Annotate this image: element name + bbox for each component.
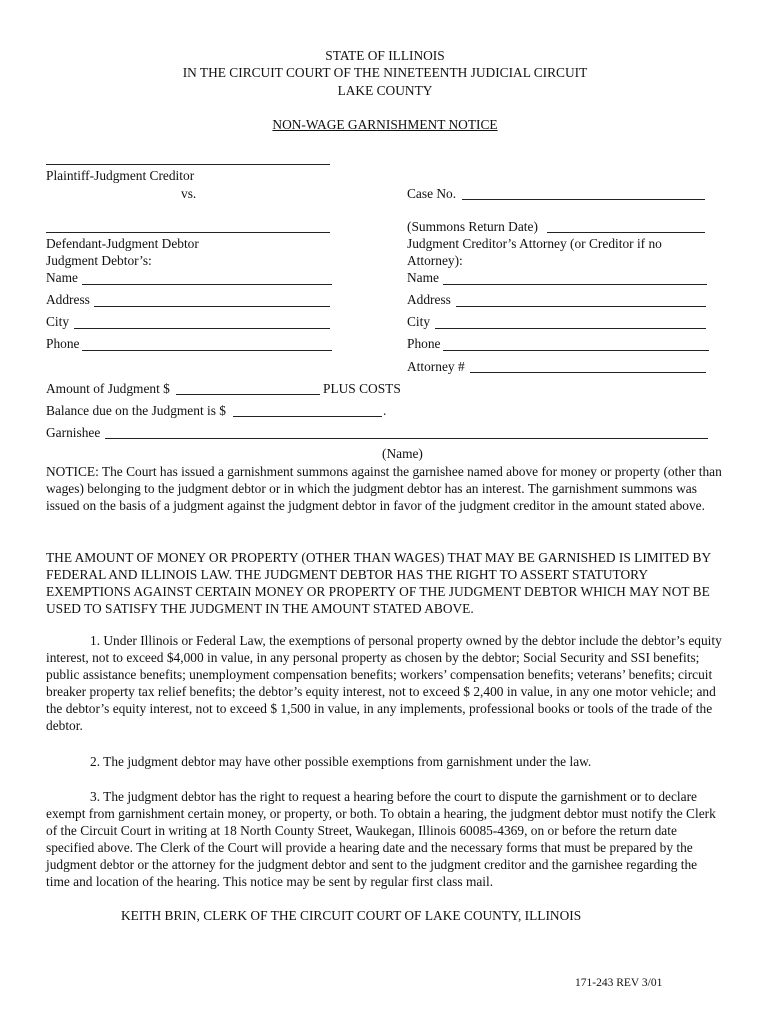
case-no-label: Case No. <box>407 186 457 201</box>
garnishee-field[interactable] <box>105 438 708 439</box>
attorney-name-label: Name <box>407 270 439 285</box>
debtor-city-field[interactable] <box>74 328 330 329</box>
form-title: NON-WAGE GARNISHMENT NOTICE <box>272 117 498 132</box>
court-heading: IN THE CIRCUIT COURT OF THE NINETEENTH JUDICIAL CIRCUIT <box>182 65 588 80</box>
plaintiff-line[interactable] <box>46 164 330 165</box>
balance-due-label: Balance due on the Judgment is $ <box>46 403 226 418</box>
case-no-field[interactable] <box>462 199 705 200</box>
exemption-item-3: 3. The judgment debtor has the right to request a hearing before the court to dispute the garnishment or to declare exempt from garnishment certain money, or property, or both. To obtain a hearing, the judgment debtor must notify the Clerk of the Circuit Court in writing at 18 North County Street, Waukegan, Illinois 60085-4369, on or before the return date specified above. The Clerk of the Court will provide a hearing date and the necessary forms that must be prepared by the judgment debtor or the attorney for the judgment debtor and sent to the judgment creditor and the garnishee regarding the time and location of the hearing. This notice may be sent by regular first class mail. <box>46 789 716 889</box>
state-heading: STATE OF ILLINOIS <box>325 48 445 63</box>
garnishee-label: Garnishee <box>46 425 101 440</box>
plaintiff-label: Plaintiff-Judgment Creditor <box>46 168 195 183</box>
balance-due-field[interactable] <box>233 416 382 417</box>
debtor-city-label: City <box>46 314 70 329</box>
judgment-amount-field[interactable] <box>176 394 320 395</box>
form-number: 171-243 REV 3/01 <box>575 977 663 989</box>
attorney-number-label: Attorney # <box>407 359 465 374</box>
vs-label: vs. <box>181 186 197 201</box>
attorney-phone-field[interactable] <box>443 350 709 351</box>
defendant-line[interactable] <box>46 232 330 233</box>
attorney-address-label: Address <box>407 292 451 307</box>
attorney-phone-label: Phone <box>407 336 441 351</box>
attorney-block-label-2: Attorney): <box>407 253 463 268</box>
statutory-limits-paragraph: THE AMOUNT OF MONEY OR PROPERTY (OTHER THAN WAGES) THAT MAY BE GARNISHED IS LIMITED BY FEDERAL AND ILLINOIS LAW. THE JUDGMENT DEBTOR HAS THE RIGHT TO ASSERT STATUTORY EXEMPTIONS AGAINST CERTAIN MONEY OR PROPERTY OF THE JUDGMENT DEBTOR WHICH MAY NOT BE USED TO SATISFY THE JUDGMENT IN THE AMOUNT STATED ABOVE. <box>46 550 711 616</box>
exemption-item-2: 2. The judgment debtor may have other possible exemptions from garnishment under the law. <box>90 754 592 769</box>
attorney-name-field[interactable] <box>443 284 707 285</box>
defendant-label: Defendant-Judgment Debtor <box>46 236 199 251</box>
judgment-amount-label: Amount of Judgment $ <box>46 381 170 396</box>
debtor-name-label: Name <box>46 270 78 285</box>
attorney-address-field[interactable] <box>456 306 706 307</box>
garnishee-name-caption: (Name) <box>382 446 423 461</box>
attorney-city-field[interactable] <box>435 328 706 329</box>
notice-paragraph: NOTICE: The Court has issued a garnishment summons against the garnishee named above for money or property (other than wages) belonging to the judgment debtor or in which the judgment debtor has an interest. The garnishment summons was issued on the basis of a judgment against the judgment debtor in favor of the judgment creditor in the amount stated above. <box>46 464 722 513</box>
plus-costs-label: PLUS COSTS <box>323 381 401 396</box>
summons-date-field[interactable] <box>547 232 705 233</box>
attorney-city-label: City <box>407 314 431 329</box>
exemption-item-1: 1. Under Illinois or Federal Law, the exemptions of personal property owned by the debtor include the debtor’s equity interest, not to exceed $4,000 in value, in any personal property as chosen by the debtor; Social Security and SSI benefits; public assistance benefits; unemployment compensation benefits; workers’ compensation benefits; veterans’ benefits; circuit breaker property tax relief benefits; the debtor’s equity interest, not to exceed $ 2,400 in value, in any one motor vehicle; and the debtor’s equity interest, not to exceed $ 1,500 in value, in any implements, professional books or tools of the trade of the debtor. <box>46 633 722 733</box>
summons-date-label: (Summons Return Date) <box>407 219 538 234</box>
debtor-address-label: Address <box>46 292 90 307</box>
debtor-phone-field[interactable] <box>82 350 332 351</box>
debtor-address-field[interactable] <box>94 306 330 307</box>
attorney-number-field[interactable] <box>470 372 706 373</box>
attorney-block-label: Judgment Creditor’s Attorney (or Creditor if no <box>407 236 662 251</box>
debtor-phone-label: Phone <box>46 336 80 351</box>
debtor-label: Judgment Debtor’s: <box>46 253 152 268</box>
clerk-signature-line: KEITH BRIN, CLERK OF THE CIRCUIT COURT OF LAKE COUNTY, ILLINOIS <box>121 908 582 923</box>
county-heading: LAKE COUNTY <box>337 83 433 98</box>
debtor-name-field[interactable] <box>82 284 332 285</box>
balance-period: . <box>383 403 387 418</box>
